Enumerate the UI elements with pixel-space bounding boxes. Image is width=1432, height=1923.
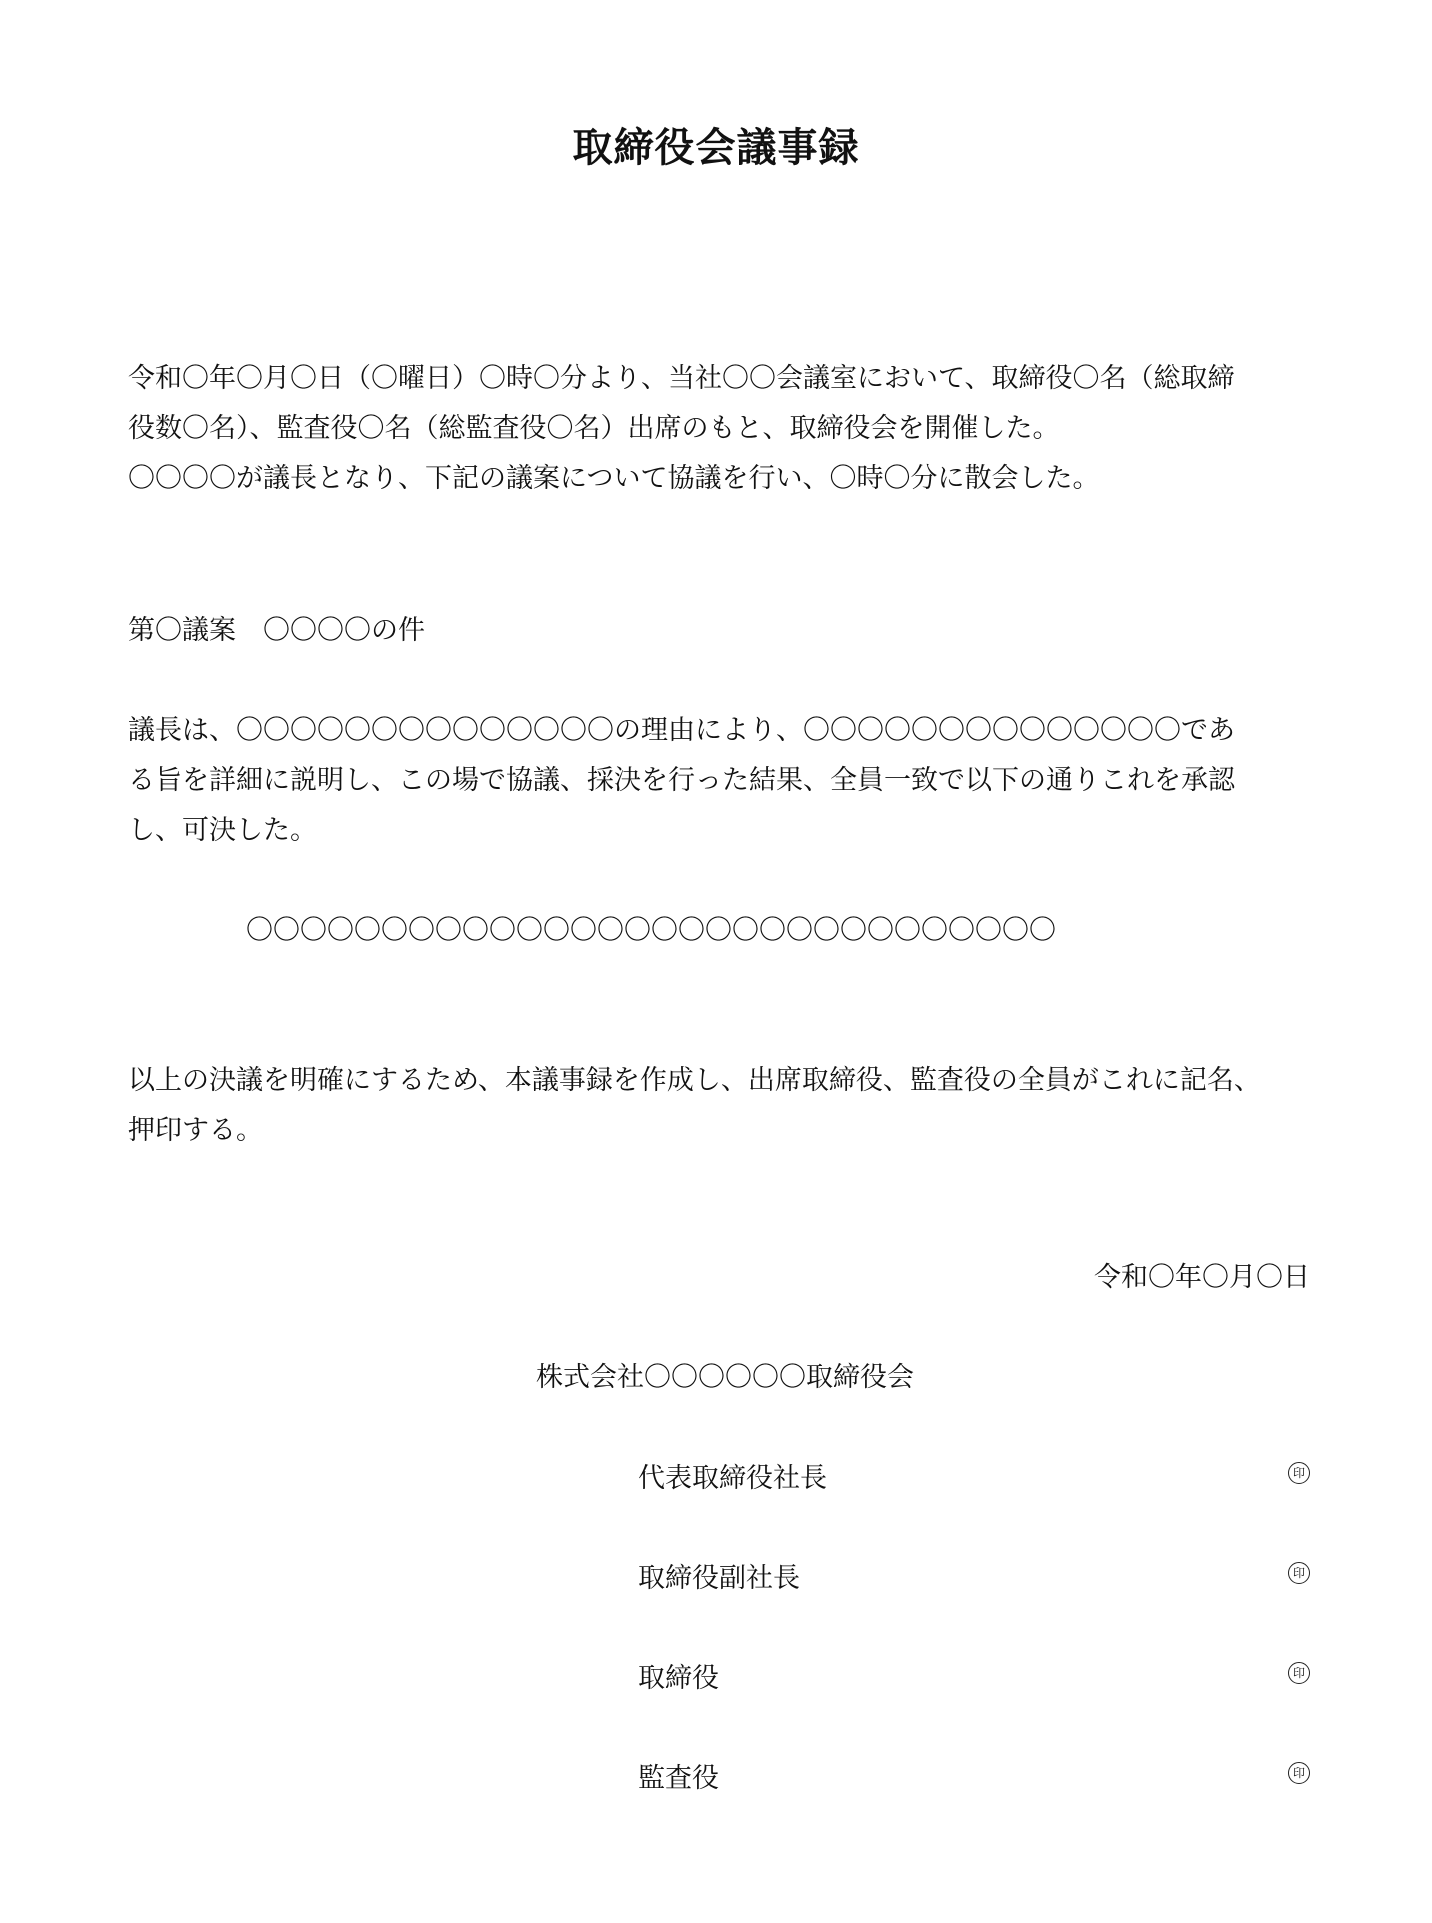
- seal-icon: 印: [1288, 1662, 1310, 1684]
- intro-line-1: 令和〇年〇月〇日（〇曜日）〇時〇分より、当社〇〇会議室において、取締役〇名（総取締: [128, 363, 1235, 394]
- intro-line-2: 役数〇名）、監査役〇名（総監査役〇名）出席のもと、取締役会を開催した。: [128, 413, 1060, 444]
- signatory-title: 監査役: [638, 1763, 719, 1794]
- seal-icon: 印: [1288, 1462, 1310, 1484]
- resolution-line-3: し、可決した。: [128, 815, 317, 846]
- resolution-line-1: 議長は、〇〇〇〇〇〇〇〇〇〇〇〇〇〇の理由により、〇〇〇〇〇〇〇〇〇〇〇〇〇〇であ: [128, 715, 1235, 746]
- signatory-row: [638, 1656, 1310, 1696]
- signatory-title: 代表取締役社長: [638, 1463, 827, 1494]
- resolution-line-2: る旨を詳細に説明し、この場で協議、採決を行った結果、全員一致で以下の通りこれを承認: [128, 765, 1235, 796]
- company-name: 株式会社〇〇〇〇〇〇取締役会: [536, 1362, 914, 1393]
- closing-line-2: 押印する。: [128, 1115, 263, 1146]
- signatory-title: 取締役: [638, 1663, 719, 1694]
- signatory-row: [638, 1756, 1310, 1796]
- signatory-row: [638, 1556, 1310, 1596]
- document-title: 取締役会議事録: [572, 125, 860, 171]
- resolution-item: 〇〇〇〇〇〇〇〇〇〇〇〇〇〇〇〇〇〇〇〇〇〇〇〇〇〇〇〇〇〇: [246, 915, 1056, 946]
- seal-icon: 印: [1288, 1562, 1310, 1584]
- closing-line-1: 以上の決議を明確にするため、本議事録を作成し、出席取締役、監査役の全員がこれに記名、: [128, 1065, 1261, 1096]
- signatory-row: [638, 1456, 1310, 1496]
- document-date: 令和〇年〇月〇日: [1094, 1262, 1310, 1293]
- signatory-title: 取締役副社長: [638, 1563, 800, 1594]
- intro-line-3: 〇〇〇〇が議長となり、下記の議案について協議を行い、〇時〇分に散会した。: [128, 463, 1100, 494]
- agenda-heading: 第〇議案 〇〇〇〇の件: [128, 615, 425, 646]
- seal-icon: 印: [1288, 1762, 1310, 1784]
